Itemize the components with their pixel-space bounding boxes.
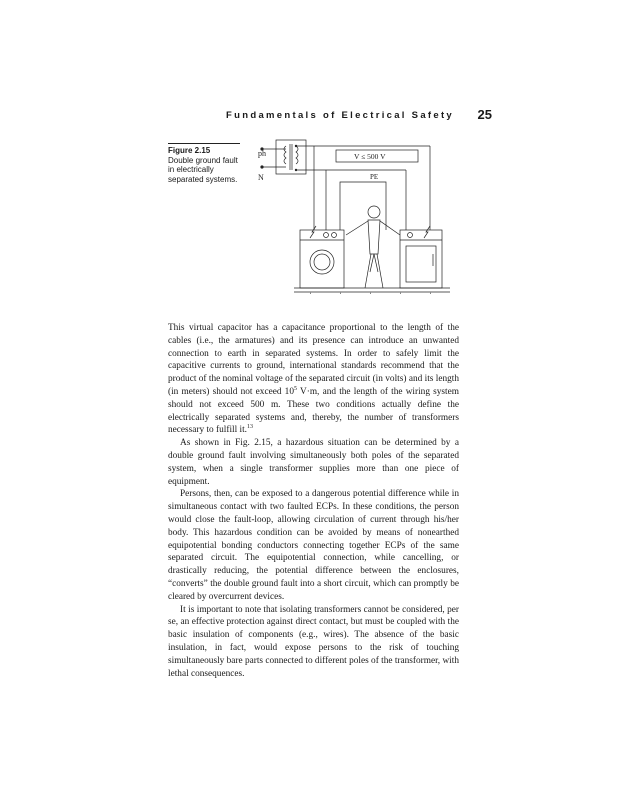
person-arms <box>346 221 400 235</box>
oven-door <box>406 246 436 282</box>
p1-text-a: This virtual capacitor has a capacitance proportional to the length of the cables (i.e., the armatures) and its presence can introduce an unwanted connection to earth in separated systems. In order to safely limit the capacitive currents to ground, international standards recommend that the product of the nominal voltage of the separated circuit (in volts) and its length (in meters) should not exceed 10 <box>168 323 459 397</box>
transformer-secondary-coil <box>296 146 298 164</box>
pe-label: PE <box>370 173 379 181</box>
p1-footnote-ref: 13 <box>247 424 254 431</box>
figure-caption <box>168 143 240 184</box>
p3-text: Persons, then, can be exposed to a dangerous potential difference while in simultaneous contact with two faulted ECPs. In these conditions, the person would close the fault-loop, allowing circulation of current through his/her body. This hazardous condition can be avoided by means of nonearthed equipotential bonding conductors connecting together ECPs of the same separated circuit. The equipotential connection, while cancelling, or drastically reducing, the potential difference between the enclosures, “converts” the double ground fault into a short circuit, which can promptly be cleared by overcurrent devices. <box>168 489 459 602</box>
paragraph-1 <box>168 322 459 437</box>
p4-text: It is important to note that isolating transformers cannot be considered, per se, an effective protection against direct contact, but must be coupled with the basic insulation of components (e.g., wires). The absence of the basic insulation, in fact, would expose persons to the risk of touching simultaneously bare parts connected to different poles of the transformer, with lethal consequences. <box>168 604 459 679</box>
pe-conductor <box>340 182 386 230</box>
page-number: 25 <box>477 107 492 122</box>
person-head <box>368 206 380 218</box>
figure-caption-text: Double ground fault in electrically separated systems. <box>168 155 238 184</box>
running-title: Fundamentals of Electrical Safety <box>226 110 454 121</box>
voltage-label: V ≤ 500 V <box>354 152 386 161</box>
paragraph-3 <box>168 488 459 603</box>
person-body <box>368 220 380 254</box>
washing-machine <box>300 230 344 288</box>
paragraph-4 <box>168 604 459 681</box>
washer-door <box>310 250 334 274</box>
current-path <box>370 254 378 272</box>
p2-text: As shown in Fig. 2.15, a hazardous situation can be determined by a double ground fault involving simultaneously both poles of the separated system, when a single transformer supplies more than one piece of equipment. <box>168 438 459 487</box>
person-legs <box>365 254 383 288</box>
fault-arrow-left <box>310 226 316 238</box>
caption-rule <box>168 143 240 144</box>
running-header <box>226 107 492 126</box>
ph-label: ph <box>258 149 266 158</box>
transformer-box <box>276 140 306 174</box>
p1-superscript-exponent: 5 <box>293 385 297 392</box>
body-text <box>168 322 459 680</box>
n-label: N <box>258 173 264 182</box>
paragraph-2 <box>168 437 459 488</box>
figure-diagram <box>250 132 460 302</box>
figure-label: Figure 2.15 <box>168 146 211 155</box>
p1-text-b: V·m, and the length of the wiring system should not exceed 500 m. These two conditions actually define the electrically separated systems and, thereby, the number of transformers necessary to fulfill it. <box>168 386 459 436</box>
fault-arrow-right <box>424 226 430 238</box>
double-ground-fault-diagram <box>250 132 460 302</box>
